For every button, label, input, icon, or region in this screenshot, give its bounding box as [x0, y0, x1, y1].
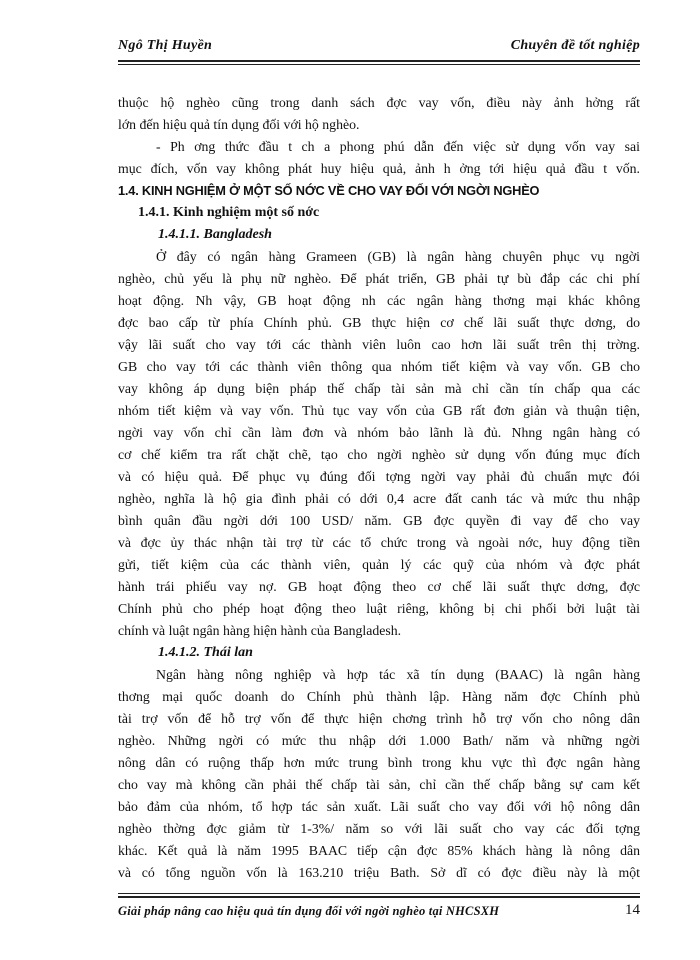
subsubsection-heading: 1.4.1.2. Thái lan: [158, 645, 253, 660]
paragraph-start: Ngân hàng nông nghiệp và hợp tác xã tín dụng (BAAC) là ngân hàng: [156, 667, 640, 682]
text-line: hành trái phiếu vay nợ. GB hoạt động theo cơ chế lãi suất thực dơng, đợc: [118, 579, 640, 594]
text-line: bảo đảm của nhóm, tổ hợp tác sản xuất. Lãi suất cho vay đối với hộ nông dân: [118, 799, 640, 814]
page-header: [118, 38, 640, 60]
text-line: và đợc ủy thác nhận tài trợ từ các tổ chức trong và ngoài nớc, huy động tiền: [118, 535, 640, 550]
text-line: tài trợ vốn để hỗ trợ vốn để thực hiện chơng trình hỗ trợ vốn cho nông dân: [118, 711, 640, 726]
text-line: hoạt động. Nh vậy, GB hoạt động nh các ngân hàng thơng mại khác không: [118, 293, 640, 308]
paragraph-start: - Ph ơng thức đầu t ch a phong phú dẫn đến việc sử dụng vốn vay sai: [156, 139, 640, 154]
paragraph-start: Ở đây có ngân hàng Grameen (GB) là ngân hàng chuyên phục vụ ngời: [156, 249, 640, 264]
text-line: thơng mại quốc doanh do Chính phủ thành lập. Hàng năm đợc Chính phủ: [118, 689, 640, 704]
text-line: nông dân có ruộng thấp hơn mức trung bình trong khu vực thì đợc ngân hàng: [118, 755, 640, 770]
text-line: ngời vay vốn chỉ cần làm đơn và nhóm bảo lãnh là đủ. Nhng ngân hàng có: [118, 425, 640, 440]
page-number: 14: [625, 902, 640, 918]
text-line: mục đích, vốn vay không phát huy hiệu quả, ảnh h ởng tới hiệu quả đầu t vốn.: [118, 161, 640, 176]
header-rule-thin: [118, 64, 640, 65]
text-line: nghèo thờng đợc giảm từ 1-3%/ năm so với lãi suất cho vay các đối tợng: [118, 821, 640, 836]
subsubsection-heading: 1.4.1.1. Bangladesh: [158, 227, 272, 242]
text-line: và có tổng nguồn vốn là 163.210 triệu Bath. Sở dĩ có đợc điều này là một: [118, 865, 640, 880]
text-line: vậy lãi suất cho vay tới các thành viên luôn cao hơn lãi suất trên thị trờng.: [118, 337, 640, 352]
text-line: nghèo, chủ yếu là phụ nữ nghèo. Để phát triển, GB phải tự bù đắp các chi phí: [118, 271, 640, 286]
footer-title: Giải pháp nâng cao hiệu quả tín dụng đối với ngời nghèo tại NHCSXH: [118, 904, 500, 918]
text-line: nghèo. Những ngời có mức thu nhập dới 1.000 Bath/ năm và những ngời: [118, 733, 640, 748]
text-line: cơ chế kiểm tra rất chặt chẽ, tạo cho ngời nghèo sử dụng vốn đúng mục đích: [118, 447, 640, 462]
body-text: [118, 92, 640, 884]
text-line: và có hiệu quả. Để phục vụ đúng đối tợng ngời vay phải đủ chuẩn mực đói: [118, 469, 640, 484]
footer-rule-thick: [118, 896, 640, 898]
text-line: GB cho vay tới các thành viên thông qua nhóm tiết kiệm và vay vốn. GB cho: [118, 359, 640, 374]
text-line: cho vay mà không cần phải thế chấp tài sản, chỉ cần thế chấp bằng sự cam kết: [118, 777, 640, 792]
header-rule-thick: [118, 60, 640, 62]
footer-rule-thin: [118, 893, 640, 894]
section-heading: 1.4. KINH NGHIỆM Ở MỘT SỐ NỚC VỀ CHO VAY ĐỐI VỚI NGỜI NGHÈO: [118, 183, 540, 198]
text-line: lớn đến hiệu quả tín dụng đối với hộ nghèo.: [118, 117, 360, 132]
text-line: thuộc hộ nghèo cũng trong danh sách đợc vay vốn, điều này ảnh hởng rất: [118, 95, 640, 110]
text-line: nghèo, nghĩa là hộ gia đình phải có dới 0,4 acre đất canh tác và mức thu nhập: [118, 491, 640, 506]
text-line: khác. Kết quả là năm 1995 BAAC tiếp cận đợc 85% khách hàng là nông dân: [118, 843, 640, 858]
page-footer: [118, 902, 640, 926]
header-doc-type: Chuyên đề tốt nghiệp: [510, 38, 640, 53]
text-line: gửi, tiết kiệm của các thành viên, quản lý các quỹ của nhóm và đợc phát: [118, 557, 640, 572]
text-line: bình quân đầu ngời dới 100 USD/ năm. GB đợc quyền đi vay để cho vay: [118, 513, 640, 528]
text-line: chính và luật ngân hàng hiện hành của Bangladesh.: [118, 623, 402, 638]
text-line: nhóm tiết kiệm và vay vốn. Thủ tục vay vốn của GB rất đơn giản và thuận tiện,: [118, 403, 640, 418]
text-line: đợc bao cấp từ phía Chính phủ. GB thực hiện cơ chế lãi suất thực dơng, do: [118, 315, 640, 330]
text-line: Chính phủ cho phép hoạt động theo luật riêng, không bị chi phối bởi luật tài: [118, 601, 640, 616]
text-line: vay không áp dụng biện pháp thế chấp tài sản mà chỉ cần tín chấp qua các: [118, 381, 640, 396]
header-author: Ngô Thị Huyền: [118, 38, 213, 53]
subsection-heading: 1.4.1. Kinh nghiệm một số nớc: [138, 205, 320, 220]
